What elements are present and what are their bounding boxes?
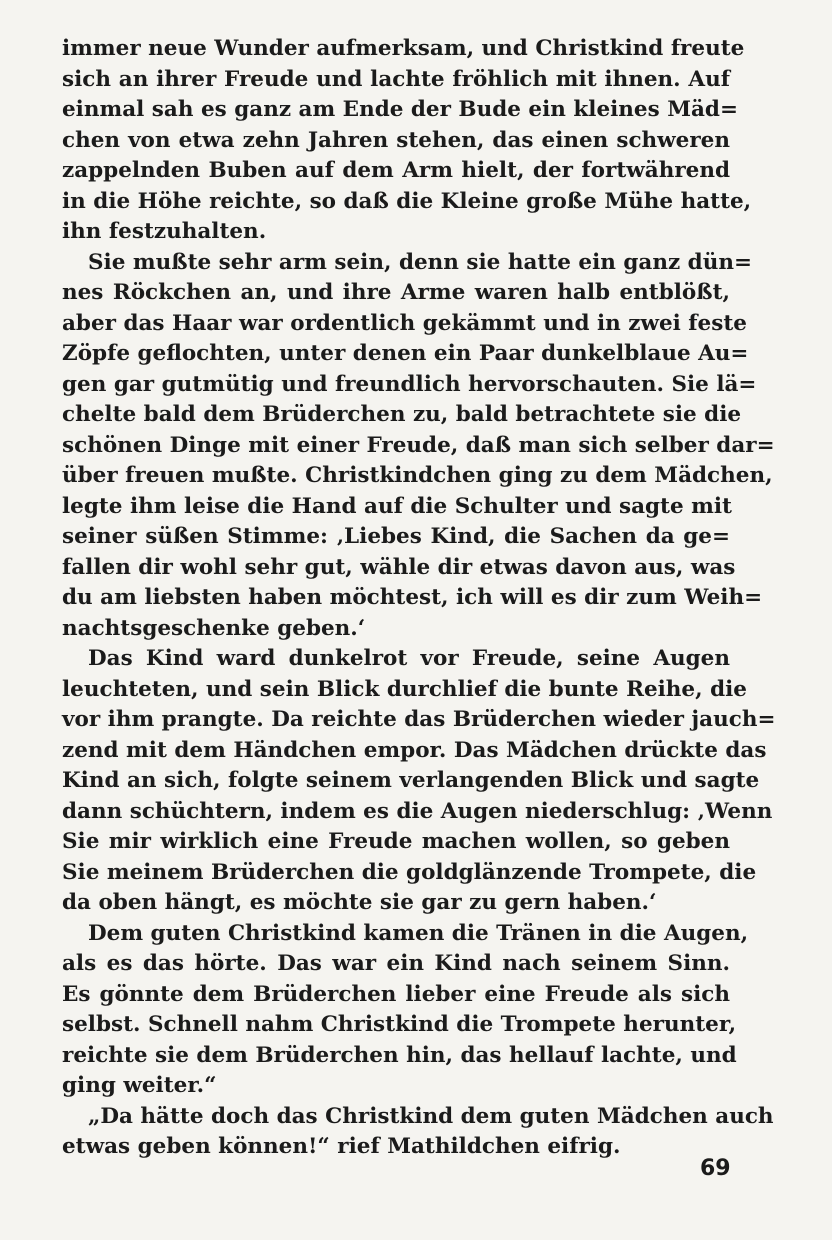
text-line: zappelnden Buben auf dem Arm hielt, der fortwährend: [62, 158, 730, 183]
text-line: vor ihm prangte. Da reichte das Brüderchen wieder jauch=: [62, 707, 776, 732]
text-line: immer neue Wunder aufmerksam, und Christkind freute: [62, 36, 745, 61]
text-line: reichte sie dem Brüderchen hin, das hellauf lachte, und: [62, 1042, 737, 1068]
text-line: ging weiter.“: [62, 1073, 217, 1098]
text-line: Sie mir wirklich eine Freude machen wollen, so geben: [62, 829, 730, 854]
paragraph-start-line: Dem guten Christkind kamen die Tränen in die Augen,: [88, 920, 749, 946]
text-line: dann schüchtern, indem es die Augen niederschlug: ‚Wenn: [62, 798, 773, 824]
text-line: chen von etwa zehn Jahren stehen, das einen schweren: [62, 127, 730, 153]
text-line: nes Röckchen an, und ihre Arme waren halb entblößt,: [62, 280, 730, 305]
text-line: Sie meinem Brüderchen die goldglänzende Trompete, die: [62, 859, 757, 885]
text-line: Zöpfe geflochten, unter denen ein Paar dunkelblaue Au=: [62, 341, 749, 366]
text-line: selbst. Schnell nahm Christkind die Trompete herunter,: [62, 1012, 737, 1037]
text-line: sich an ihrer Freude und lachte fröhlich mit ihnen. Auf: [62, 66, 730, 92]
text-line: etwas geben können!“ rief Mathildchen eifrig.: [62, 1134, 621, 1159]
text-line: chelte bald dem Brüderchen zu, bald betrachtete sie die: [62, 402, 742, 427]
text-line: leuchteten, und sein Blick durchlief die bunte Reihe, die: [62, 676, 747, 702]
text-line: fallen dir wohl sehr gut, wähle dir etwas davon aus, was: [62, 554, 736, 580]
text-line: nachtsgeschenke geben.‘: [62, 615, 366, 641]
text-line: legte ihm leise die Hand auf die Schulter und sagte mit: [62, 493, 732, 519]
text-line: Es gönnte dem Brüderchen lieber eine Freude als sich: [62, 981, 730, 1007]
text-line: Kind an sich, folgte seinem verlangenden Blick und sagte: [62, 768, 760, 793]
text-line: einmal sah es ganz am Ende der Bude ein kleines Mäd=: [62, 97, 738, 122]
text-line: über freuen mußte. Christkindchen ging zu dem Mädchen,: [62, 463, 773, 488]
paragraph-start-line: Sie mußte sehr arm sein, denn sie hatte ein ganz dün=: [88, 249, 752, 275]
text-line: du am liebsten haben möchtest, ich will es dir zum Weih=: [62, 585, 763, 610]
page-number: 69: [700, 1156, 731, 1181]
text-line: gen gar gutmütig und freundlich hervorschauten. Sie lä=: [62, 371, 757, 397]
text-line: aber das Haar war ordentlich gekämmt und in zwei feste: [62, 310, 747, 336]
text-line: in die Höhe reichte, so daß die Kleine große Mühe hatte,: [62, 188, 752, 214]
body-text: [62, 34, 776, 1163]
text-line: zend mit dem Händchen empor. Das Mädchen drückte das: [62, 737, 767, 763]
text-line: als es das hörte. Das war ein Kind nach seinem Sinn.: [62, 951, 730, 976]
paragraph-start-line: „Da hätte doch das Christkind dem guten Mädchen auch: [88, 1103, 774, 1129]
text-line: ihn festzuhalten.: [62, 219, 267, 244]
text-line: seiner süßen Stimme: ‚Liebes Kind, die Sachen da ge=: [62, 524, 730, 549]
paragraph-start-line: Das Kind ward dunkelrot vor Freude, seine Augen: [88, 646, 730, 671]
text-line: schönen Dinge mit einer Freude, daß man sich selber dar=: [62, 432, 775, 458]
text-line: da oben hängt, es möchte sie gar zu gern haben.‘: [62, 890, 657, 915]
